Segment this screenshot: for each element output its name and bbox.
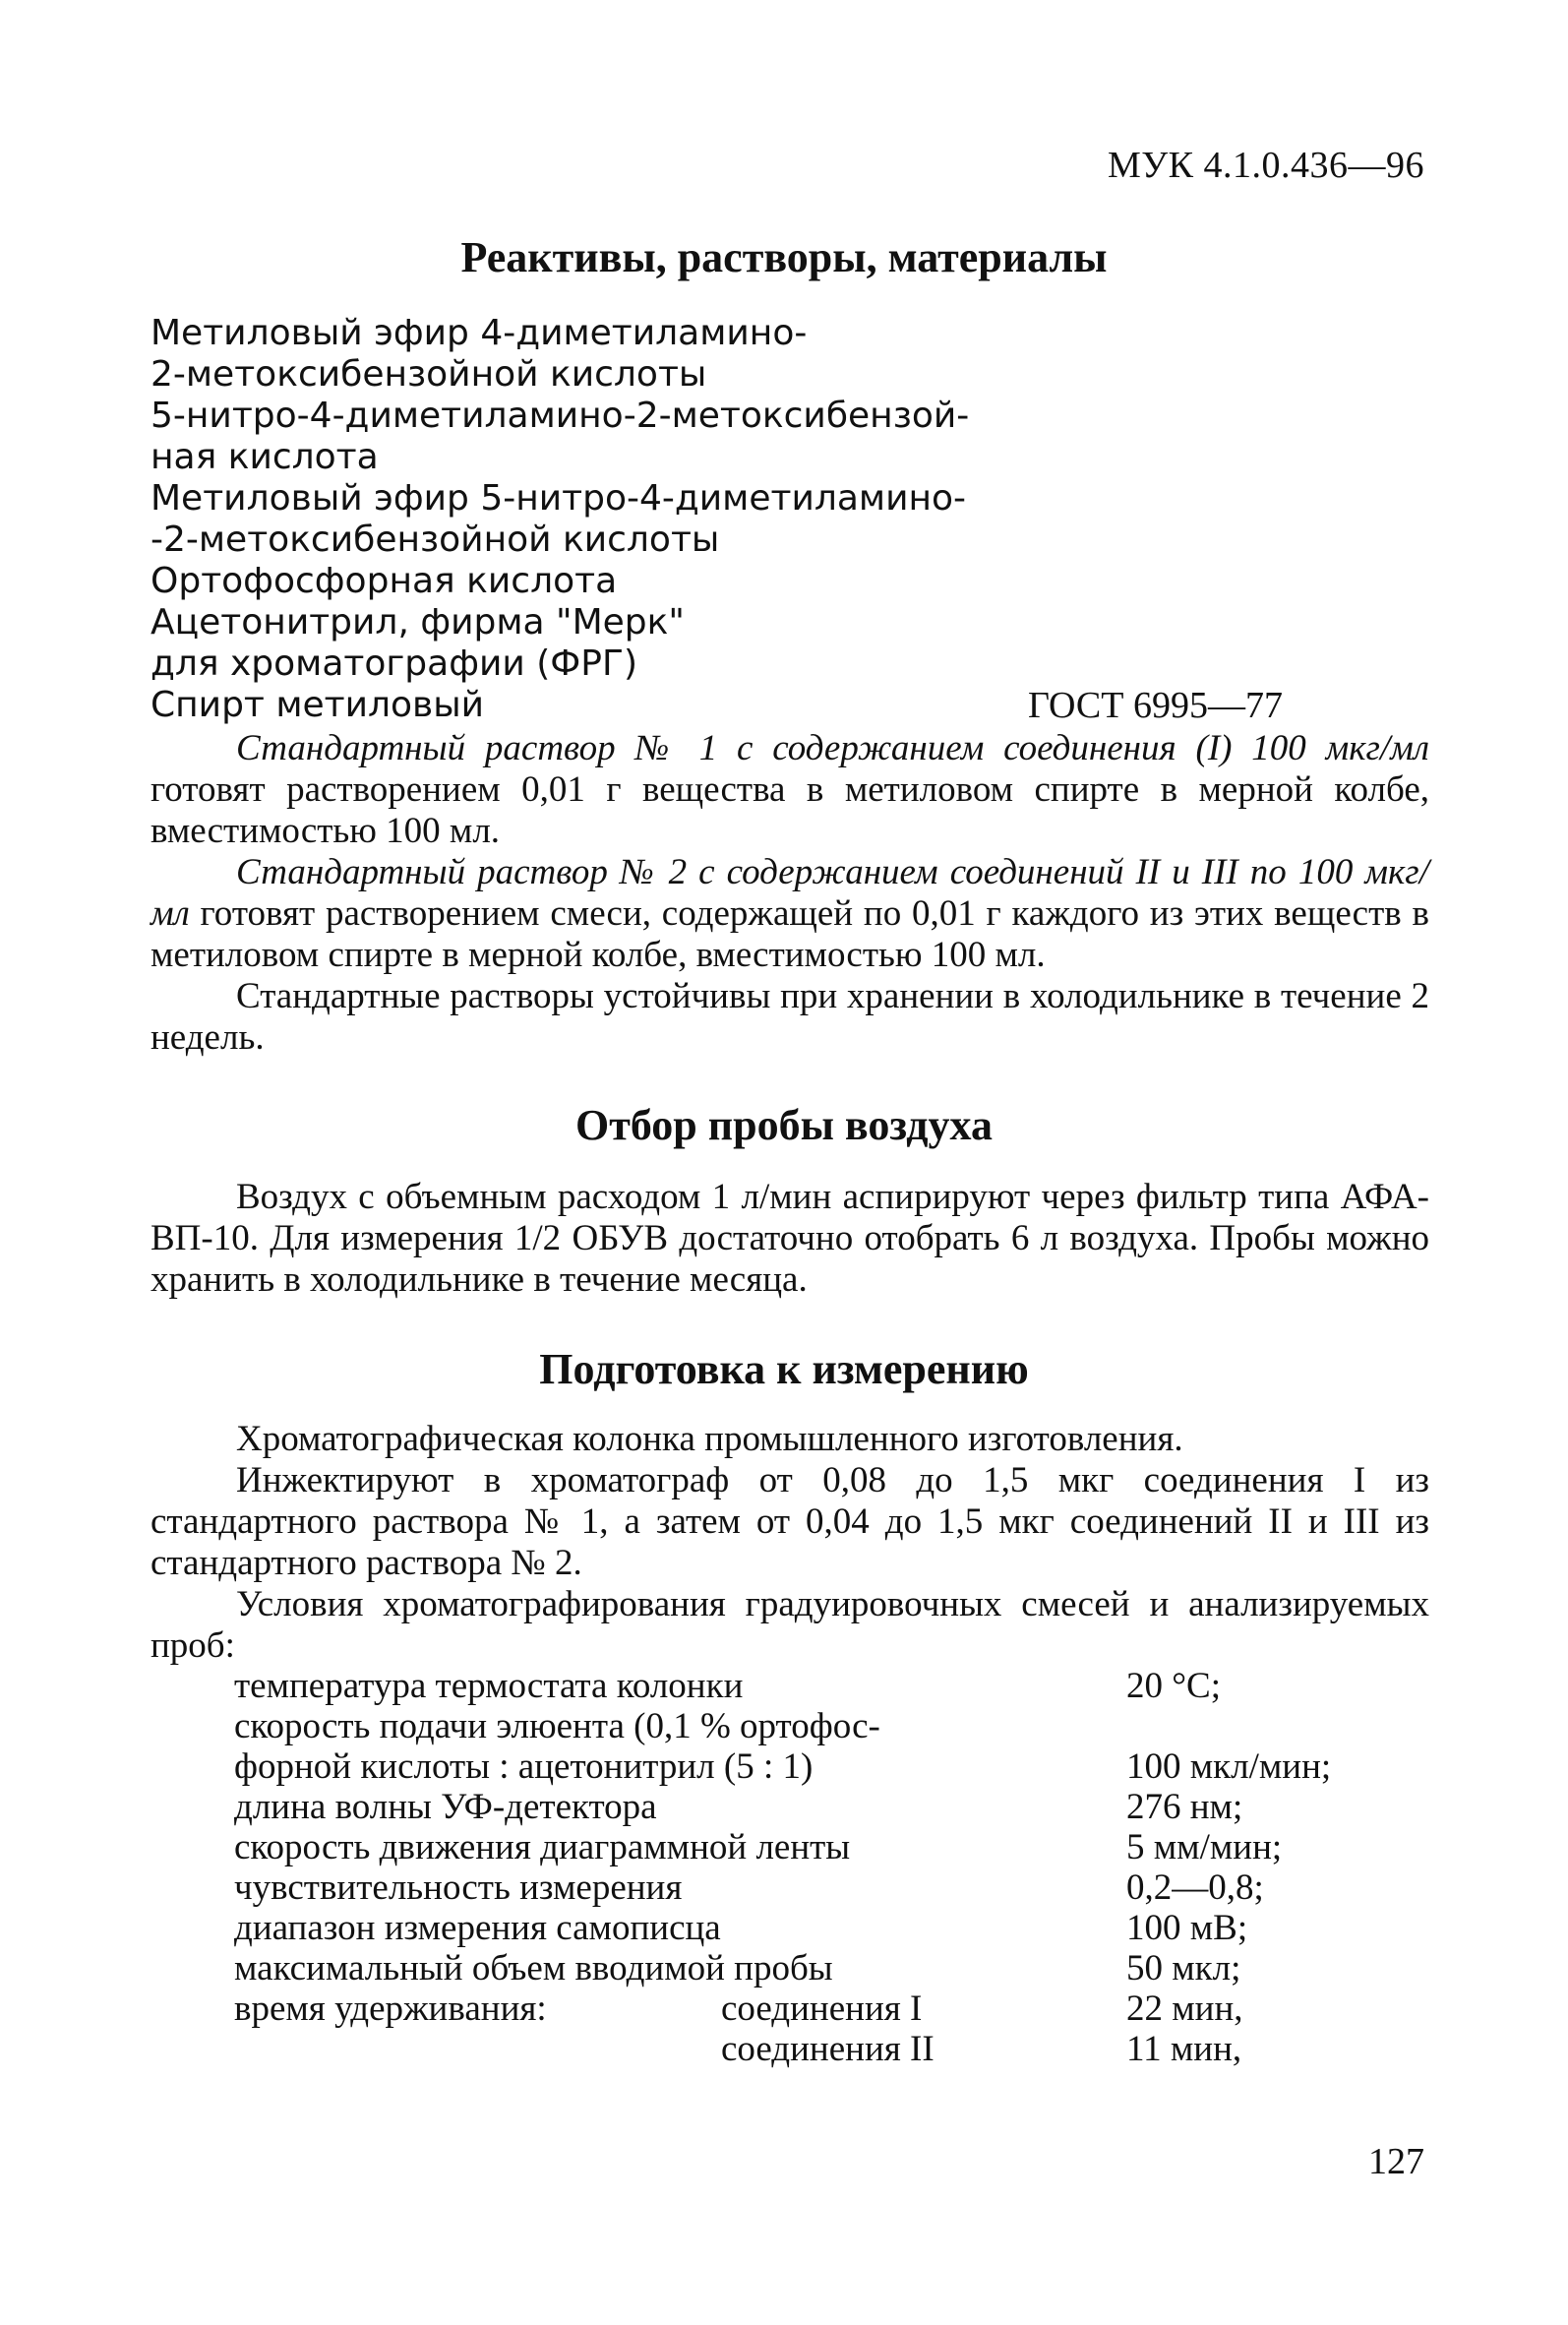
condition-value: 20 °С; — [1126, 1666, 1222, 1706]
reagent-line: Метиловый эфир 5-нитро-4-диметиламино- — [151, 478, 967, 519]
condition-value: 0,2—0,8; — [1126, 1867, 1264, 1908]
condition-row — [234, 1908, 1415, 1948]
reagent-line: -2-метоксибензойной кислоты — [151, 520, 720, 560]
prep-paragraph-3 — [151, 1584, 1429, 1667]
prep-paragraph-1 — [151, 1419, 1429, 1460]
reagent-line: 2-метоксибензойной кислоты — [151, 354, 707, 395]
standard-solution-2-heading: Стандартный раствор № 2 с содержанием соединений II и III по 100 мкг/мл — [151, 852, 1429, 934]
prep-text-3: Условия хроматографирования градуировочных смесей и анализируемых проб: — [151, 1584, 1429, 1666]
condition-value: 100 мВ; — [1126, 1908, 1248, 1948]
standard-solution-2 — [151, 852, 1429, 976]
document-code: МУК 4.1.0.436—96 — [1107, 145, 1424, 186]
condition-row-retention-1 — [234, 1988, 1415, 2029]
condition-label: скорость подачи элюента (0,1 % ортофос- — [234, 1706, 880, 1746]
condition-value: 5 мм/мин; — [1126, 1827, 1283, 1867]
condition-label: форной кислоты : ацетонитрил (5 : 1) — [234, 1746, 814, 1787]
methanol-gost: ГОСТ 6995—77 — [1028, 685, 1283, 726]
standard-solution-1-text: готовят растворением 0,01 г вещества в метиловом спирте в мерной колбе, вместимостью 100 мл. — [151, 769, 1429, 851]
condition-row — [234, 1787, 1415, 1827]
condition-label: диапазон измерения самописца — [234, 1908, 721, 1948]
condition-label: скорость движения диаграммной ленты — [234, 1827, 851, 1867]
section-title-sampling: Отбор пробы воздуха — [575, 1101, 993, 1149]
condition-label: максимальный объем вводимой пробы — [234, 1948, 833, 1988]
condition-label: длина волны УФ-детектора — [234, 1787, 657, 1827]
condition-row — [234, 1706, 1415, 1746]
reagents-list — [151, 313, 1429, 726]
section-title-reagents: Реактивы, растворы, материалы — [460, 233, 1108, 281]
chromatography-conditions — [234, 1666, 1415, 2069]
condition-row — [234, 1948, 1415, 1988]
reagent-line-methanol — [151, 685, 1429, 726]
sampling-paragraph — [151, 1177, 1429, 1301]
condition-row — [234, 1867, 1415, 1908]
prep-text-2: Инжектируют в хроматограф от 0,08 до 1,5 мкг соединения I из стандартного раствора № 1, а затем от 0,04 до 1,5 мкг соединений II и III из стандартного раствора № 2. — [151, 1460, 1429, 1583]
condition-sublabel: соединения II — [721, 2029, 935, 2069]
page-number: 127 — [1368, 2141, 1424, 2182]
methanol-label: Спирт метиловый — [151, 685, 485, 725]
standard-solution-1 — [151, 728, 1429, 852]
condition-label: чувствительность измерения — [234, 1867, 683, 1908]
prep-paragraph-2 — [151, 1460, 1429, 1584]
standard-solution-2-text: готовят растворением смеси, содержащей по 0,01 г каждого из этих веществ в метиловом спирте в мерной колбе, вместимостью 100 мл. — [151, 893, 1429, 975]
condition-sublabel: соединения I — [721, 1988, 923, 2029]
condition-value: 276 нм; — [1126, 1787, 1243, 1827]
stability-note — [151, 976, 1429, 1059]
reagent-line: Ацетонитрил, фирма "Мерк" — [151, 602, 685, 642]
condition-value: 22 мин, — [1126, 1988, 1243, 2029]
standard-solution-1-heading: Стандартный раствор № 1 с содержанием соединения (I) 100 мкг/мл — [236, 728, 1429, 768]
condition-label: время удерживания: — [234, 1988, 547, 2029]
reagent-line: Метиловый эфир 4-диметиламино- — [151, 313, 808, 353]
sampling-text: Воздух с объемным расходом 1 л/мин аспирируют через фильтр типа АФА-ВП-10. Для измерения 1/2 ОБУВ достаточно отобрать 6 л воздуха. Пробы можно хранить в холодильнике в течение месяца. — [151, 1177, 1429, 1300]
reagent-line: 5-нитро-4-диметиламино-2-метоксибензой- — [151, 396, 970, 436]
reagent-line: ная кислота — [151, 437, 379, 477]
prep-text-1: Хроматографическая колонка промышленного изготовления. — [236, 1419, 1183, 1459]
condition-value: 11 мин, — [1126, 2029, 1242, 2069]
condition-label: температура термостата колонки — [234, 1666, 744, 1706]
condition-row — [234, 1666, 1415, 1706]
stability-text: Стандартные растворы устойчивы при хранении в холодильнике в течение 2 недель. — [151, 976, 1429, 1058]
condition-value: 100 мкл/мин; — [1126, 1746, 1332, 1787]
condition-value: 50 мкл; — [1126, 1948, 1241, 1988]
condition-row — [234, 1746, 1415, 1787]
section-title-preparation: Подготовка к измерению — [539, 1345, 1029, 1393]
reagent-line: для хроматографии (ФРГ) — [151, 643, 637, 684]
condition-row — [234, 1827, 1415, 1867]
condition-row-retention-2 — [234, 2029, 1415, 2069]
reagent-line: Ортофосфорная кислота — [151, 561, 618, 601]
